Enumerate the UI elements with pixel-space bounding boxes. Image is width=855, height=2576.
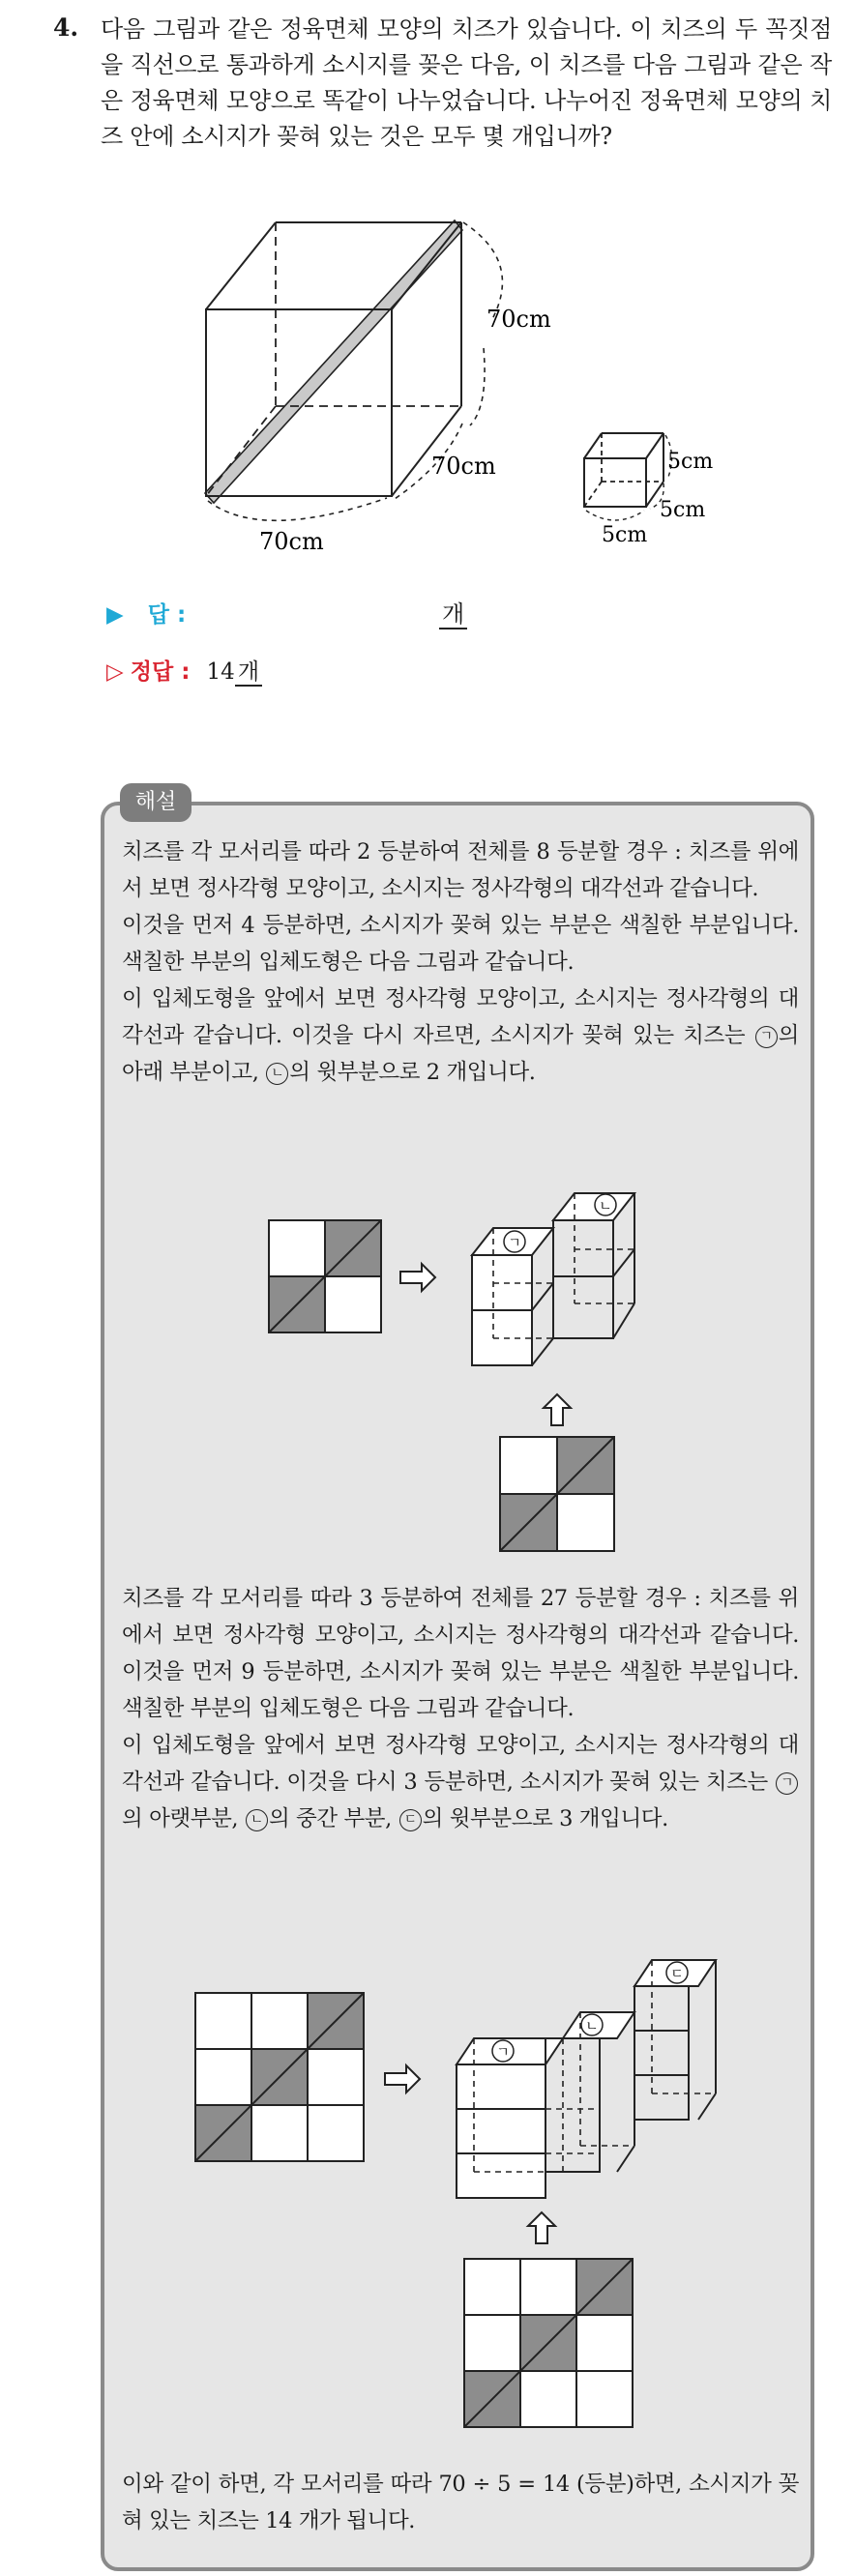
explanation-block-3 xyxy=(122,2466,799,2539)
cube-stack-3x3 xyxy=(457,1960,716,2198)
label-width: 70cm xyxy=(259,528,324,555)
small-label-width: 5cm xyxy=(602,523,648,547)
question-number: 4. xyxy=(53,14,79,42)
explanation-para-1: 치즈를 각 모서리를 따라 2 등분하여 전체를 8 등분할 경우 : 치즈를 위에서 보면 정사각형 모양이고, 소시지는 정사각형의 대각선과 같습니다. xyxy=(122,839,799,901)
front-view-3x3 xyxy=(464,2259,633,2427)
answer-label: 답 : xyxy=(147,602,187,628)
label-depth: 70cm xyxy=(431,453,496,480)
play-arrow-icon: ▶ xyxy=(106,602,124,628)
arrow-up-icon-2 xyxy=(528,2212,555,2243)
explanation-para-2: 이것을 먼저 4 등분하면, 소시지가 꽂혀 있는 부분은 색칠한 부분입니다. 색칠한 부분의 입체도형은 다음 그림과 같습니다. xyxy=(122,913,799,975)
mark-nieun-2: ㄴ xyxy=(246,1809,268,1831)
mark-digeut: ㄷ xyxy=(399,1809,422,1831)
mark-nieun: ㄴ xyxy=(266,1063,288,1085)
correct-arrow-icon: ▷ xyxy=(106,659,124,685)
arrow-right-icon-2 xyxy=(385,2065,420,2093)
mark-giyeok: ㄱ xyxy=(755,1026,778,1048)
small-label-depth: 5cm xyxy=(660,498,706,522)
small-label-height: 5cm xyxy=(667,450,714,474)
cube-mark-nieun-2: ㄴ xyxy=(585,2019,599,2034)
explanation-para-4: 치즈를 각 모서리를 따라 3 등분하여 전체를 27 등분할 경우 : 치즈를 위에서 보면 정사각형 모양이고, 소시지는 정사각형의 대각선과 같습니다. 이것을 먼저 9 등분하면, 소시지가 꽂혀 있는 부분은 색칠한 부분입니다. 색칠한 부분의 입체도형은 다음 그림과 같습니다. xyxy=(122,1586,799,1721)
question-text: 다음 그림과 같은 정육면체 모양의 치즈가 있습니다. 이 치즈의 두 꼭짓점을 직선으로 통과하게 소시지를 꽂은 다음, 이 치즈를 다음 그림과 같은 작은 정육면체 모양으로 똑같이 나누었습니다. 나누어진 정육면체 모양의 치즈 안에 소시지가 꽂혀 있는 것은 모두 몇 개입니까? xyxy=(101,15,832,150)
cube-mark-giyeok-2: ㄱ xyxy=(496,2045,510,2061)
mark-giyeok-2: ㄱ xyxy=(776,1772,798,1795)
correct-answer-unit: 개 xyxy=(235,659,262,687)
cube-mark-nieun: ㄴ xyxy=(599,1199,612,1215)
answer-unit: 개 xyxy=(439,600,467,629)
explanation-tag: 해설 xyxy=(120,783,192,822)
cube-mark-digeut: ㄷ xyxy=(670,1967,684,1982)
cube-mark-giyeok: ㄱ xyxy=(508,1236,521,1251)
explanation-para-5: 이 입체도형을 앞에서 보면 정사각형 모양이고, 소시지는 정사각형의 대각선과 같습니다. 이것을 다시 3 등분하면, 소시지가 꽂혀 있는 치즈는 ㄱ의 아랫부분, ㄴ 의 중간 부분, ㄷ 의 윗부분으로 3 개입니다. xyxy=(122,1733,799,1831)
correct-answer-value: 14 xyxy=(206,659,235,685)
correct-answer-label: 정답 : xyxy=(130,659,191,685)
label-height: 70cm xyxy=(486,306,551,333)
top-view-3x3 xyxy=(195,1993,364,2161)
explanation-para-3: 이 입체도형을 앞에서 보면 정사각형 모양이고, 소시지는 정사각형의 대각선과 같습니다. 이것을 다시 자르면, 소시지가 꽂혀 있는 치즈는 ㄱ 의 아래 부분이고, ㄴ 의 윗부분으로 2 개입니다. xyxy=(122,986,799,1085)
explanation-para-6: 이와 같이 하면, 각 모서리를 따라 70 ÷ 5 = 14 (등분)하면, 소시지가 꽂혀 있는 치즈는 14 개가 됩니다. xyxy=(122,2472,799,2533)
